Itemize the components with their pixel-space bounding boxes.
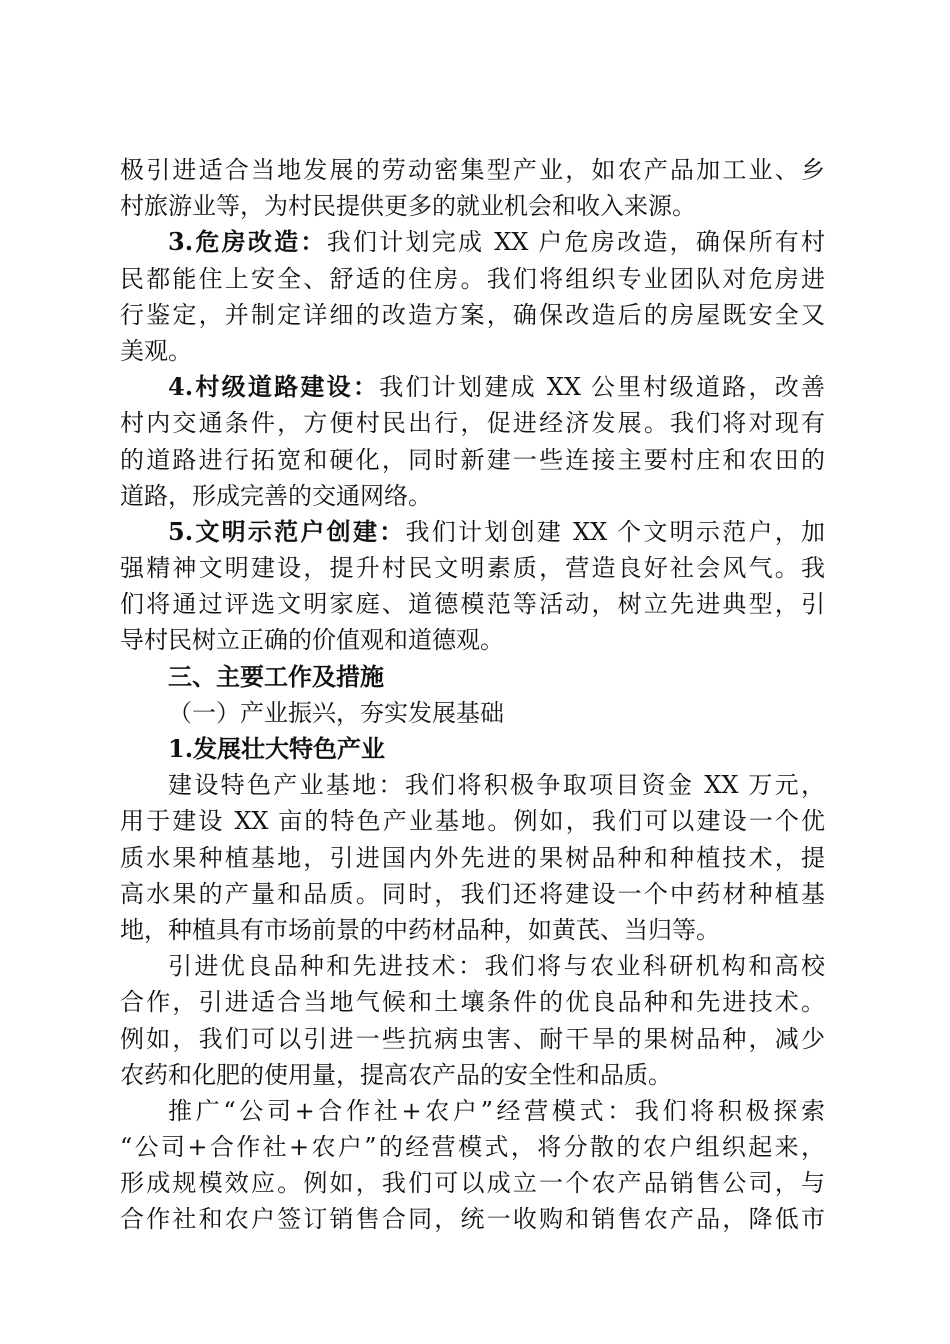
text-line: 质水果种植基地，引进国内外先进的果树品种和种植技术，提 [120,843,825,872]
text-line: 行鉴定，并制定详细的改造方案，确保改造后的房屋既安全又 [120,300,825,329]
text-line: 们将通过评选文明家庭、道德模范等活动，树立先进典型，引 [120,590,825,619]
paragraph-industry-base [120,767,825,948]
text-line: 极引进适合当地发展的劳动密集型产业，如农产品加工业、乡 [120,156,825,184]
text-line: 村旅游业等，为村民提供更多的就业机会和收入来源。 [120,192,696,221]
text-line: “公司+合作社+农户”的经营模式，将分散的农户组织起来， [120,1133,825,1162]
text-line: 合作社和农户签订销售合同，统一收购和销售农产品，降低市 [120,1205,825,1234]
text-line: 合作，引进适合当地气候和土壤条件的优良品种和先进技术。 [120,988,825,1017]
text-line: 的道路进行拓宽和硬化，同时新建一些连接主要村庄和农田的 [120,445,825,474]
item-4-text: 我们计划建成 XX 公里村级道路，改善 [379,373,825,402]
text-line: 导村民树立正确的价值观和道德观。 [120,626,504,655]
subsection-heading: （一）产业振兴，夯实发展基础 [168,698,504,727]
section-heading: 三、主要工作及措施 [168,661,384,691]
text-line: 村内交通条件，方便村民出行，促进经济发展。我们将对现有 [120,409,825,438]
paragraph-varieties [120,948,825,1093]
item-3-label: 3.危房改造： [168,227,327,257]
document-page [120,152,825,1238]
item-heading: 1.发展壮大特色产业 [168,734,386,763]
item-4-label: 4.村级道路建设： [168,372,380,402]
text-line [120,514,825,550]
text-line: 用于建设 XX 亩的特色产业基地。例如，我们可以建设一个优 [120,807,825,836]
text-line: 民都能住上安全、舒适的住房。我们将组织专业团队对危房进 [120,264,825,293]
text-line: 例如，我们可以引进一些抗病虫害、耐干旱的果树品种，减少 [120,1024,825,1053]
text-line: 农药和化肥的使用量，提高农产品的安全性和品质。 [120,1060,672,1089]
text-line: 美观。 [120,336,192,365]
text-line [120,224,825,260]
text-line [120,369,825,405]
item-3-paragraph [120,224,825,369]
item-4-paragraph [120,369,825,514]
paragraph-intro [120,152,825,224]
text-line: 形成规模效应。例如，我们可以成立一个农产品销售公司，与 [120,1169,825,1198]
text-line: 推广“公司+合作社+农户”经营模式：我们将积极探索 [168,1096,825,1125]
item-5-label: 5.文明示范户创建： [168,516,406,546]
paragraph-business-model [120,1093,825,1238]
text-line: 强精神文明建设，提升村民文明素质，营造良好社会风气。我 [120,554,825,583]
text-line: 道路，形成完善的交通网络。 [120,481,432,510]
text-line: 引进优良品种和先进技术：我们将与农业科研机构和高校 [168,952,825,981]
item-5-text: 我们计划创建 XX 个文明示范户，加 [405,517,825,546]
text-line: 地，种植具有市场前景的中药材品种，如黄芪、当归等。 [120,915,720,944]
item-5-paragraph [120,514,825,659]
text-line: 高水果的产量和品质。同时，我们还将建设一个中药材种植基 [120,879,825,908]
text-line: 建设特色产业基地：我们将积极争取项目资金 XX 万元， [168,771,825,800]
item-3-text: 我们计划完成 XX 户危房改造，确保所有村 [326,228,825,257]
